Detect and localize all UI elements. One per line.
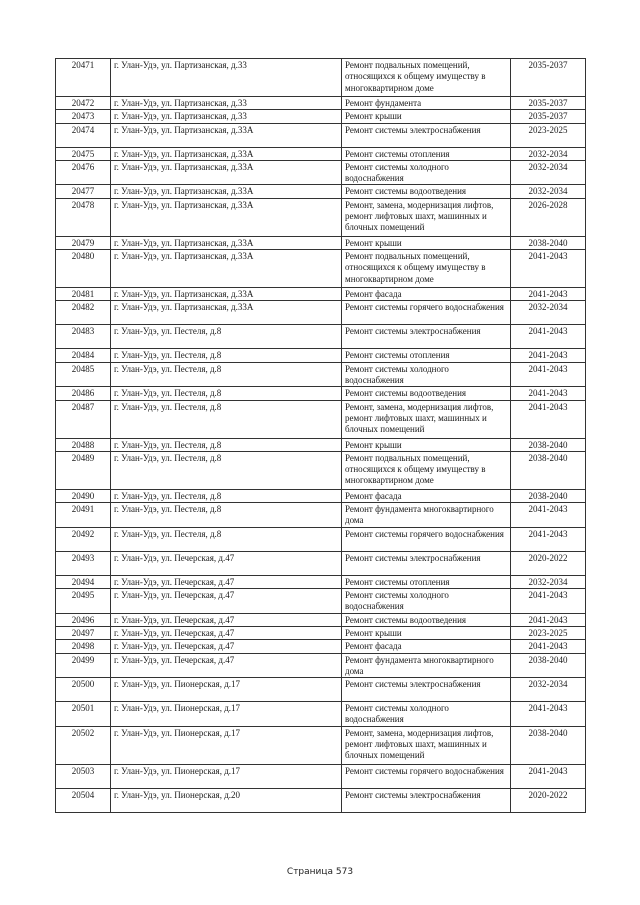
row-address: г. Улан-Удэ, ул. Печерская, д.47	[111, 589, 342, 614]
row-period: 2041-2043	[511, 288, 586, 301]
row-number: 20495	[56, 589, 111, 614]
table-row	[56, 123, 586, 147]
row-period: 2023-2025	[511, 123, 586, 147]
table-row	[56, 764, 586, 788]
row-address: г. Улан-Удэ, ул. Партизанская, д.33А	[111, 236, 342, 249]
table-row	[56, 527, 586, 551]
table-row	[56, 438, 586, 451]
row-period: 2035-2037	[511, 110, 586, 123]
row-number: 20471	[56, 59, 111, 97]
row-period: 2041-2043	[511, 503, 586, 528]
row-address: г. Улан-Удэ, ул. Печерская, д.47	[111, 653, 342, 678]
row-address: г. Улан-Удэ, ул. Партизанская, д.33А	[111, 288, 342, 301]
row-work-type: Ремонт системы холодного водоснабжения	[342, 589, 511, 614]
row-number: 20475	[56, 147, 111, 160]
row-address: г. Улан-Удэ, ул. Пионерская, д.17	[111, 678, 342, 702]
row-period: 2041-2043	[511, 527, 586, 551]
table-row	[56, 160, 586, 185]
row-number: 20497	[56, 626, 111, 639]
table-row	[56, 678, 586, 702]
row-period: 2032-2034	[511, 160, 586, 185]
table-row	[56, 301, 586, 325]
row-work-type: Ремонт системы холодного водоснабжения	[342, 160, 511, 185]
table-row	[56, 325, 586, 349]
row-period: 2035-2037	[511, 59, 586, 97]
table-row	[56, 589, 586, 614]
table-row	[56, 59, 586, 97]
table-row	[56, 349, 586, 362]
table-row	[56, 551, 586, 575]
table-row	[56, 110, 586, 123]
row-period: 2032-2034	[511, 185, 586, 198]
row-number: 20490	[56, 489, 111, 502]
row-number: 20489	[56, 451, 111, 489]
table-row	[56, 489, 586, 502]
row-work-type: Ремонт крыши	[342, 110, 511, 123]
row-period: 2038-2040	[511, 653, 586, 678]
row-period: 2041-2043	[511, 764, 586, 788]
row-address: г. Улан-Удэ, ул. Партизанская, д.33	[111, 59, 342, 97]
row-number: 20480	[56, 250, 111, 288]
row-work-type: Ремонт системы электроснабжения	[342, 551, 511, 575]
table-body	[56, 59, 586, 813]
row-number: 20496	[56, 613, 111, 626]
row-number: 20499	[56, 653, 111, 678]
row-number: 20500	[56, 678, 111, 702]
table-row	[56, 702, 586, 727]
row-work-type: Ремонт фундамента многоквартирного дома	[342, 503, 511, 528]
row-address: г. Улан-Удэ, ул. Пестеля, д.8	[111, 325, 342, 349]
row-address: г. Улан-Удэ, ул. Пестеля, д.8	[111, 387, 342, 400]
row-period: 2041-2043	[511, 362, 586, 387]
row-work-type: Ремонт системы холодного водоснабжения	[342, 702, 511, 727]
row-period: 2041-2043	[511, 613, 586, 626]
table-row	[56, 726, 586, 764]
row-number: 20478	[56, 198, 111, 236]
row-period: 2023-2025	[511, 626, 586, 639]
row-address: г. Улан-Удэ, ул. Партизанская, д.33	[111, 110, 342, 123]
row-number: 20487	[56, 400, 111, 438]
row-work-type: Ремонт фасада	[342, 288, 511, 301]
table-row	[56, 185, 586, 198]
table-row	[56, 250, 586, 288]
row-period: 2020-2022	[511, 551, 586, 575]
table-row	[56, 147, 586, 160]
schedule-table	[55, 58, 586, 813]
row-number: 20491	[56, 503, 111, 528]
row-address: г. Улан-Удэ, ул. Партизанская, д.33А	[111, 123, 342, 147]
row-work-type: Ремонт системы водоотведения	[342, 185, 511, 198]
row-number: 20484	[56, 349, 111, 362]
table-row	[56, 788, 586, 812]
row-address: г. Улан-Удэ, ул. Партизанская, д.33А	[111, 160, 342, 185]
row-address: г. Улан-Удэ, ул. Партизанская, д.33А	[111, 198, 342, 236]
row-work-type: Ремонт фасада	[342, 489, 511, 502]
row-number: 20502	[56, 726, 111, 764]
table-row	[56, 236, 586, 249]
row-address: г. Улан-Удэ, ул. Пестеля, д.8	[111, 527, 342, 551]
row-period: 2038-2040	[511, 236, 586, 249]
row-work-type: Ремонт системы холодного водоснабжения	[342, 362, 511, 387]
table-row	[56, 451, 586, 489]
row-number: 20474	[56, 123, 111, 147]
row-address: г. Улан-Удэ, ул. Печерская, д.47	[111, 626, 342, 639]
row-number: 20493	[56, 551, 111, 575]
row-period: 2041-2043	[511, 702, 586, 727]
row-address: г. Улан-Удэ, ул. Партизанская, д.33А	[111, 147, 342, 160]
row-work-type: Ремонт системы горячего водоснабжения	[342, 301, 511, 325]
row-work-type: Ремонт системы отопления	[342, 575, 511, 588]
row-work-type: Ремонт системы горячего водоснабжения	[342, 527, 511, 551]
row-work-type: Ремонт фундамента	[342, 97, 511, 110]
row-work-type: Ремонт крыши	[342, 438, 511, 451]
row-period: 2035-2037	[511, 97, 586, 110]
row-work-type: Ремонт системы водоотведения	[342, 387, 511, 400]
table-row	[56, 400, 586, 438]
row-number: 20494	[56, 575, 111, 588]
row-period: 2032-2034	[511, 147, 586, 160]
row-work-type: Ремонт, замена, модернизация лифтов, ремонт лифтовых шахт, машинных и блочных помещений	[342, 726, 511, 764]
row-number: 20472	[56, 97, 111, 110]
row-work-type: Ремонт системы водоотведения	[342, 613, 511, 626]
row-number: 20483	[56, 325, 111, 349]
row-address: г. Улан-Удэ, ул. Пестеля, д.8	[111, 489, 342, 502]
row-address: г. Улан-Удэ, ул. Пестеля, д.8	[111, 362, 342, 387]
row-work-type: Ремонт крыши	[342, 626, 511, 639]
row-period: 2041-2043	[511, 325, 586, 349]
table-row	[56, 97, 586, 110]
row-work-type: Ремонт фасада	[342, 640, 511, 653]
row-period: 2041-2043	[511, 349, 586, 362]
table-row	[56, 613, 586, 626]
table-row	[56, 626, 586, 639]
row-work-type: Ремонт подвальных помещений, относящихся к общему имуществу в многоквартирном доме	[342, 59, 511, 97]
row-number: 20501	[56, 702, 111, 727]
row-work-type: Ремонт системы электроснабжения	[342, 678, 511, 702]
row-number: 20503	[56, 764, 111, 788]
table-row	[56, 575, 586, 588]
row-address: г. Улан-Удэ, ул. Печерская, д.47	[111, 640, 342, 653]
row-work-type: Ремонт системы электроснабжения	[342, 123, 511, 147]
row-address: г. Улан-Удэ, ул. Партизанская, д.33А	[111, 185, 342, 198]
row-work-type: Ремонт, замена, модернизация лифтов, ремонт лифтовых шахт, машинных и блочных помещений	[342, 400, 511, 438]
row-number: 20482	[56, 301, 111, 325]
row-work-type: Ремонт системы горячего водоснабжения	[342, 764, 511, 788]
table-row	[56, 653, 586, 678]
table-row	[56, 387, 586, 400]
row-number: 20488	[56, 438, 111, 451]
row-period: 2026-2028	[511, 198, 586, 236]
row-address: г. Улан-Удэ, ул. Печерская, д.47	[111, 613, 342, 626]
page-number: Страница 573	[286, 867, 354, 877]
row-period: 2032-2034	[511, 301, 586, 325]
row-period: 2041-2043	[511, 250, 586, 288]
row-address: г. Улан-Удэ, ул. Пестеля, д.8	[111, 400, 342, 438]
table-row	[56, 198, 586, 236]
row-period: 2038-2040	[511, 489, 586, 502]
row-work-type: Ремонт крыши	[342, 236, 511, 249]
row-period: 2038-2040	[511, 451, 586, 489]
row-number: 20485	[56, 362, 111, 387]
row-number: 20492	[56, 527, 111, 551]
row-work-type: Ремонт подвальных помещений, относящихся к общему имуществу в многоквартирном доме	[342, 250, 511, 288]
row-period: 2041-2043	[511, 387, 586, 400]
row-period: 2032-2034	[511, 678, 586, 702]
row-number: 20473	[56, 110, 111, 123]
row-work-type: Ремонт системы электроснабжения	[342, 788, 511, 812]
table-row	[56, 640, 586, 653]
row-address: г. Улан-Удэ, ул. Пестеля, д.8	[111, 349, 342, 362]
row-address: г. Улан-Удэ, ул. Пестеля, д.8	[111, 451, 342, 489]
row-work-type: Ремонт системы электроснабжения	[342, 325, 511, 349]
row-period: 2032-2034	[511, 575, 586, 588]
row-number: 20486	[56, 387, 111, 400]
row-period: 2041-2043	[511, 400, 586, 438]
row-address: г. Улан-Удэ, ул. Пионерская, д.17	[111, 726, 342, 764]
row-address: г. Улан-Удэ, ул. Пестеля, д.8	[111, 503, 342, 528]
row-work-type: Ремонт подвальных помещений, относящихся к общему имуществу в многоквартирном доме	[342, 451, 511, 489]
row-number: 20481	[56, 288, 111, 301]
row-period: 2038-2040	[511, 726, 586, 764]
row-address: г. Улан-Удэ, ул. Пестеля, д.8	[111, 438, 342, 451]
row-period: 2038-2040	[511, 438, 586, 451]
row-address: г. Улан-Удэ, ул. Партизанская, д.33А	[111, 250, 342, 288]
row-work-type: Ремонт системы отопления	[342, 349, 511, 362]
row-number: 20479	[56, 236, 111, 249]
row-address: г. Улан-Удэ, ул. Партизанская, д.33	[111, 97, 342, 110]
row-number: 20476	[56, 160, 111, 185]
row-period: 2041-2043	[511, 589, 586, 614]
row-address: г. Улан-Удэ, ул. Печерская, д.47	[111, 551, 342, 575]
row-number: 20477	[56, 185, 111, 198]
row-address: г. Улан-Удэ, ул. Пионерская, д.17	[111, 702, 342, 727]
row-work-type: Ремонт, замена, модернизация лифтов, ремонт лифтовых шахт, машинных и блочных помещений	[342, 198, 511, 236]
table-row	[56, 503, 586, 528]
row-address: г. Улан-Удэ, ул. Партизанская, д.33А	[111, 301, 342, 325]
table-row	[56, 362, 586, 387]
table-row	[56, 288, 586, 301]
row-period: 2041-2043	[511, 640, 586, 653]
row-address: г. Улан-Удэ, ул. Пионерская, д.17	[111, 764, 342, 788]
row-period: 2020-2022	[511, 788, 586, 812]
row-number: 20504	[56, 788, 111, 812]
row-work-type: Ремонт системы отопления	[342, 147, 511, 160]
row-address: г. Улан-Удэ, ул. Печерская, д.47	[111, 575, 342, 588]
row-number: 20498	[56, 640, 111, 653]
row-work-type: Ремонт фундамента многоквартирного дома	[342, 653, 511, 678]
row-address: г. Улан-Удэ, ул. Пионерская, д.20	[111, 788, 342, 812]
